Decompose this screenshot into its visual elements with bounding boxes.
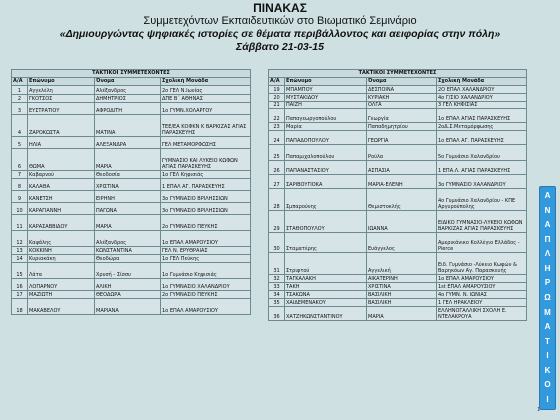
surname-cell: ΘΩΜΑ [28,149,95,171]
table-row [12,203,251,215]
row-number: 35 [269,299,285,307]
school-cell: 2ο ΓΥΜΝΑΣΙΟ ΠΕΥΚΗΣ [161,291,251,299]
table-row [12,215,251,231]
surname-cell: ΜΠΑΜΠΟΥ [285,86,367,94]
surname-cell: ΧΑΤΖΗΚΩΝΣΤΑΝΤΙΝΟΥ [285,307,367,321]
school-cell: 1 ΓΕΛ ΗΡΑΚΛΕΙΟΥ [437,299,527,307]
firstname-cell: ΟΛΓΑ [367,102,437,109]
side-label-letter: Ι [546,351,549,361]
surname-cell: Παπαγεωργοπούλου [285,109,367,123]
table-caption: ΤΑΚΤΙΚΟΙ ΣΥΜΜΕΤΕΧΟΝΤΕΣ [12,70,251,78]
school-cell: Ειδ. Γυμνάσιο -Λύκειο Κωφών & Βαρηκόων Αγ. Παρασκευής [437,253,527,275]
surname-cell: ΣΤΑΘΟΠΟΥΛΟΥ [285,211,367,233]
surname-cell: Μαρία [285,123,367,131]
firstname-cell: Ρούλα [367,145,437,161]
school-cell: 1ο ΓΕΛ Κηφισιάς [161,171,251,179]
school-cell: 1ο ΕΠΑΛ ΑΜΑΡΟΥΣΙΟΥ [161,299,251,315]
firstname-cell: Γεωργία [367,109,437,123]
surname-cell: ΠΑΠΑΝΑΣΤΑΣΙΟΥ [285,161,367,175]
table-row [12,291,251,299]
surname-cell: ΗΛΙΑ [28,137,95,149]
table-caption: ΤΑΚΤΙΚΟΙ ΣΥΜΜΕΤΕΧΟΝΤΕΣ [269,70,527,78]
firstname-cell: Θεμιστοκλής [367,189,437,211]
firstname-cell: ΜΑΡΙΑ [367,307,437,321]
col-header-surname: Επώνυμο [285,78,367,86]
table-row [269,189,527,211]
table-row [269,86,527,94]
surname-cell: Αγγελέλη [28,86,95,95]
firstname-cell: ΜΑΡΙΑΝΑ [95,299,161,315]
row-number: 26 [269,161,285,175]
side-label-letter: Α [544,220,551,230]
surname-cell: ΖΑΡΟΚΩΣΤΑ [28,115,95,137]
surname-cell: ΤΣΑΚΩΝΑ [285,291,367,299]
firstname-cell: Αλέξανδρος [95,231,161,247]
table-row [269,94,527,102]
school-cell: 1ο ΕΠΑΛ ΑΓ. ΠΑΡΑΣΚΕΥΗΣ [437,131,527,145]
school-cell: 1st ΕΠΑΛ ΑΜΑΡΟΥΣΙΟΥ [437,283,527,291]
table-row [269,175,527,189]
table-row [12,263,251,279]
school-cell: 4ο Γ/ΣΙΟ ΧΑΛΑΝΔΡΙΟΥ [437,94,527,102]
surname-cell: ΕΥΣΤΡΑΤΙΟΥ [28,103,95,115]
firstname-cell: ΕΙΡΗΝΗ [95,191,161,203]
row-number: 12 [12,231,28,247]
surname-cell: ΤΑΓΚΑΛΑΚΗ [285,275,367,283]
surname-cell: Σμπαρούνης [285,189,367,211]
table-row [12,115,251,137]
table-row [269,291,527,299]
firstname-cell: ΑΣΠΑΣΙΑ [367,161,437,175]
firstname-cell: ΔΗΜΗΤΡΙΟΣ [95,95,161,103]
row-number: 7 [12,171,28,179]
col-header-school: Σχολική Μονάδα [161,78,251,86]
table-row [269,131,527,145]
participants-table-right [268,69,527,321]
col-header-firstname: Όνομα [367,78,437,86]
table-row [269,145,527,161]
firstname-cell: Χρυσή - Σίσσυ [95,263,161,279]
table-row [269,109,527,123]
table-row [12,231,251,247]
firstname-cell: ΙΩΑΝΝΑ [367,211,437,233]
table-row [269,253,527,275]
surname-cell: ΜΑΚΑΒΕΛΟΥ [28,299,95,315]
school-cell: 4ο Γυμνάσιο Χαλανδρίου - ΚΠΕ Αργυρούπολης [437,189,527,211]
table-row [12,86,251,95]
row-number: 36 [269,307,285,321]
row-number: 10 [12,203,28,215]
firstname-cell: ΑΙΚΑΤΕΡΙΝΗ [367,275,437,283]
school-cell: 1ο Γυμνάσιο Κηφισιάς [161,263,251,279]
table-row [269,123,527,131]
school-cell: 1 ΕΠΑ.Λ. ΑΓΙΑΣ ΠΑΡΑΣΚΕΥΗΣ [437,161,527,175]
row-number: 14 [12,255,28,263]
surname-cell: ΚΑΡΑΣΑΒΒΙΔΟΥ [28,215,95,231]
surname-cell: ΜΥΣΤΑΚΙΔΟΥ [285,94,367,102]
side-label-letter: Ρ [544,278,551,288]
row-number: 8 [12,179,28,191]
side-label-letter: Κ [544,365,551,375]
row-number: 21 [269,102,285,109]
row-number: 3 [12,103,28,115]
firstname-cell: Αγγελική [367,253,437,275]
table-row [269,161,527,175]
row-number: 24 [269,131,285,145]
table-row [12,137,251,149]
table-row [12,171,251,179]
firstname-cell: Θεοδώρα [95,255,161,263]
row-number: 13 [12,247,28,255]
seminar-theme: «Δημιουργώντας ψηφιακές ιστορίες σε θέματα περιβάλλοντος και αειφορίας στην πόλη» [59,28,501,40]
school-cell: 4ο ΓΥΜΝ. Ν. ΙΩΝΙΑΣ [437,291,527,299]
surname-cell: ΚΑΡΑΓΙΑΝΝΗ [28,203,95,215]
row-number: 31 [269,253,285,275]
row-number: 15 [12,263,28,279]
table-row [269,299,527,307]
school-cell: 1ο ΕΠΑΛ ΑΜΑΡΟΥΣΙΟΥ [437,275,527,283]
school-cell: Αμερικάνικο Κολλέγιο Ελλάδος - Pierce [437,233,527,253]
side-label-letter: Π [544,234,551,244]
surname-cell: ΚΑΛΑΘΑ [28,179,95,191]
table-row [12,279,251,291]
side-label-letter: Α [544,322,551,332]
substitutes-side-label [539,186,556,410]
side-label-letter: Ο [544,380,551,390]
row-number: 11 [12,215,28,231]
table-row [269,283,527,291]
side-label-letter: Τ [545,336,550,346]
document-subtitle: Συμμετεχόντων Εκπαιδευτικών στο Βιωματικό Σεμινάριο [143,15,417,27]
school-cell: 1ο ΕΠΑΛ ΑΓΙΑΣ ΠΑΡΑΣΚΕΥΗΣ [437,109,527,123]
col-header-surname: Επώνυμο [28,78,95,86]
table-row [12,95,251,103]
participants-table-left [11,69,251,315]
surname-cell: ΚΑΝΕΤΣΗ [28,191,95,203]
surname-cell: ΠΑΠΑΔΟΠΟΥΛΟΥ [285,131,367,145]
school-cell: 5ο Γυμνάσιο Χαλανδρίου [437,145,527,161]
firstname-cell: ΧΡΙΣΤΙΝΑ [95,179,161,191]
surname-cell: ΤΑΚΗ [285,283,367,291]
firstname-cell: ΑΦΡΟΔΙΤΗ [95,103,161,115]
side-label-letter: Α [544,191,551,201]
table-row [12,103,251,115]
school-cell: 2ο ΓΕΛ Ν.Ιωνίας [161,86,251,95]
page-number: 1 [537,407,541,413]
school-cell: 1ο ΕΠΑΛ ΑΜΑΡΟΥΣΙΟΥ [161,231,251,247]
row-number: 28 [269,189,285,211]
table-row [12,299,251,315]
surname-cell: ΛΟΠΑΡΝΟΥ [28,279,95,291]
school-cell: 3ο ΓΥΜΝΑΣΙΟ ΒΡΙΛΗΣΣΙΩΝ [161,191,251,203]
school-cell: 1ο ΓΥΜΝ.ΧΟΛΑΡΓΟΥ [161,103,251,115]
table-row [12,247,251,255]
firstname-cell: Ευάγγελος [367,233,437,253]
school-cell: 1ο ΓΥΜΝΑΣΙΟ ΧΑΛΑΝΔΡΙΟΥ [161,279,251,291]
firstname-cell: ΔΕΣΠΟΙΝΑ [367,86,437,94]
table-row [269,102,527,109]
surname-cell: ΚΟΚΚΙΝΗ [28,247,95,255]
row-number: 33 [269,283,285,291]
row-number: 17 [12,291,28,299]
table-row [269,211,527,233]
firstname-cell: ΚΩΝΣΤΑΝΤΙΝΑ [95,247,161,255]
school-cell: 3ο ΓΥΜΝΑΣΙΟ ΧΑΛΑΝΔΡΙΟΥ [437,175,527,189]
surname-cell: Σταματέρης [285,233,367,253]
surname-cell: ΧΑΙΔΕΜΕΝΑΚΟΥ [285,299,367,307]
row-number: 9 [12,191,28,203]
row-number: 1 [12,86,28,95]
row-number: 34 [269,291,285,299]
firstname-cell: ΠΑΓΩΝΑ [95,203,161,215]
table-row [12,191,251,203]
row-number: 5 [12,137,28,149]
school-cell: ΕΙΔΙΚΟ ΓΥΜΝΑΣΙΟ-ΛΥΚΕΙΟ ΚΩΦΩΝ ΒΑΡΚΙΖΑΣ ΑΓΙΑΣ ΠΑΡΑΣΚΕΥΗΣ [437,211,527,233]
school-cell: 2ο ΓΥΜΝΑΣΙΟ ΠΕΥΚΗΣ [161,215,251,231]
row-number: 32 [269,275,285,283]
surname-cell: Κυριακάκη [28,255,95,263]
school-cell: 2οΔ.Σ.Μεταμόρφωσης [437,123,527,131]
surname-cell: ΓΚΟΤΣΟΣ [28,95,95,103]
table-row [269,275,527,283]
side-label-letter: Ω [544,292,551,302]
school-cell: 3 ΓΕΛ ΚΗΦΙΣΙΑΣ [437,102,527,109]
col-header-aa: Α/Α [12,78,28,86]
row-number: 4 [12,115,28,137]
firstname-cell: ΚΥΡΙΑΚΗ [367,94,437,102]
seminar-date: Σάββατο 21-03-15 [236,41,324,53]
firstname-cell: Παπαδημητρίου [367,123,437,131]
col-header-aa: Α/Α [269,78,285,86]
surname-cell: Καψάλης [28,231,95,247]
firstname-cell: ΒΑΣΙΛΙΚΗ [367,299,437,307]
school-cell: 3ο ΓΥΜΝΑΣΙΟ ΒΡΙΛΗΣΣΙΩΝ [161,203,251,215]
surname-cell: Λάτα [28,263,95,279]
school-cell: 1 ΕΠΑΛ ΑΓ. ΠΑΡΑΣΚΕΥΗΣ [161,179,251,191]
surname-cell: Παπαμιχαλοπούλου [285,145,367,161]
row-number: 16 [12,279,28,291]
row-number: 19 [269,86,285,94]
table-row [12,179,251,191]
firstname-cell: ΒΑΣΙΛΙΚΗ [367,291,437,299]
table-row [269,233,527,253]
row-number: 27 [269,175,285,189]
firstname-cell: ΑΛΕΞΑΝΔΡΑ [95,137,161,149]
firstname-cell: ΑΛΙΚΗ [95,279,161,291]
table-row [12,255,251,263]
row-number: 22 [269,109,285,123]
surname-cell: ΠΑΙΖΗ [285,102,367,109]
row-number: 18 [12,299,28,315]
surname-cell: Καβαρνού [28,171,95,179]
row-number: 30 [269,233,285,253]
firstname-cell: Θεοδοσία [95,171,161,179]
row-number: 29 [269,211,285,233]
surname-cell: ΜΑΖΙΩΤΗ [28,291,95,299]
firstname-cell: ΘΕΟΔΩΡΑ [95,291,161,299]
document-header [0,0,560,54]
col-header-school: Σχολική Μονάδα [437,78,527,86]
firstname-cell: ΜΑΡΙΑ [95,215,161,231]
firstname-cell: Αλέξανδρος [95,86,161,95]
school-cell: ΔΠΕ Β΄ ΑΘΗΝΑΣ [161,95,251,103]
school-cell: 1ο ΓΕΛ Πεύκης [161,255,251,263]
side-label-letter: Μ [544,307,551,317]
row-number: 25 [269,145,285,161]
table-row [12,149,251,171]
firstname-cell: ΓΕΩΡΓΙΑ [367,131,437,145]
firstname-cell: ΜΑΤΙΝΑ [95,115,161,137]
document-title: ΠΙΝΑΚΑΣ [253,1,307,15]
firstname-cell: ΧΡΙΣΤΙΝΑ [367,283,437,291]
side-label-letter: Ι [546,394,549,404]
surname-cell: Στριφτού [285,253,367,275]
school-cell: 2Ο ΕΠΑΛ ΧΑΛΑΝΔΡΙΟΥ [437,86,527,94]
firstname-cell: ΜΑΡΙΑ-ΕΛΕΝΗ [367,175,437,189]
school-cell: ΤΕΕ/ΕΑ ΚΟΦΚΝ Κ ΒΑΡΚΙΖΑΣ ΑΓΙΑΣ ΠΑΡΑΣΚΕΥΗΣ [161,115,251,137]
row-number: 2 [12,95,28,103]
row-number: 20 [269,94,285,102]
col-header-firstname: Όνομα [95,78,161,86]
school-cell: ΓΥΜΝΑΣΙΟ ΚΑΙ ΛΥΚΕΙΟ ΚΩΦΩΝ ΑΓΙΑΣ ΠΑΡΑΣΚΕΥΗΣ [161,149,251,171]
side-label-letter: Λ [544,249,551,259]
side-label-letter: Ν [544,205,551,215]
firstname-cell: ΜΑΡΙΑ [95,149,161,171]
row-number: 23 [269,123,285,131]
side-label-letter: Η [544,263,551,273]
surname-cell: ΣΑΡΙΒΟΥΓΙΟΚΑ [285,175,367,189]
school-cell: ΕΛΛΗΝΟΓΑΛΛΙΚΗ ΣΧΟΛΗ Ε. ΝΤΕΛΑΚΡΟΥΑ [437,307,527,321]
table-row [269,307,527,321]
row-number: 6 [12,149,28,171]
school-cell: ΓΕΛ Ν. ΕΡΥΘΡΑΙΑΣ [161,247,251,255]
school-cell: ΓΕΛ ΜΕΤΑΜΟΡΦΩΣΗΣ [161,137,251,149]
